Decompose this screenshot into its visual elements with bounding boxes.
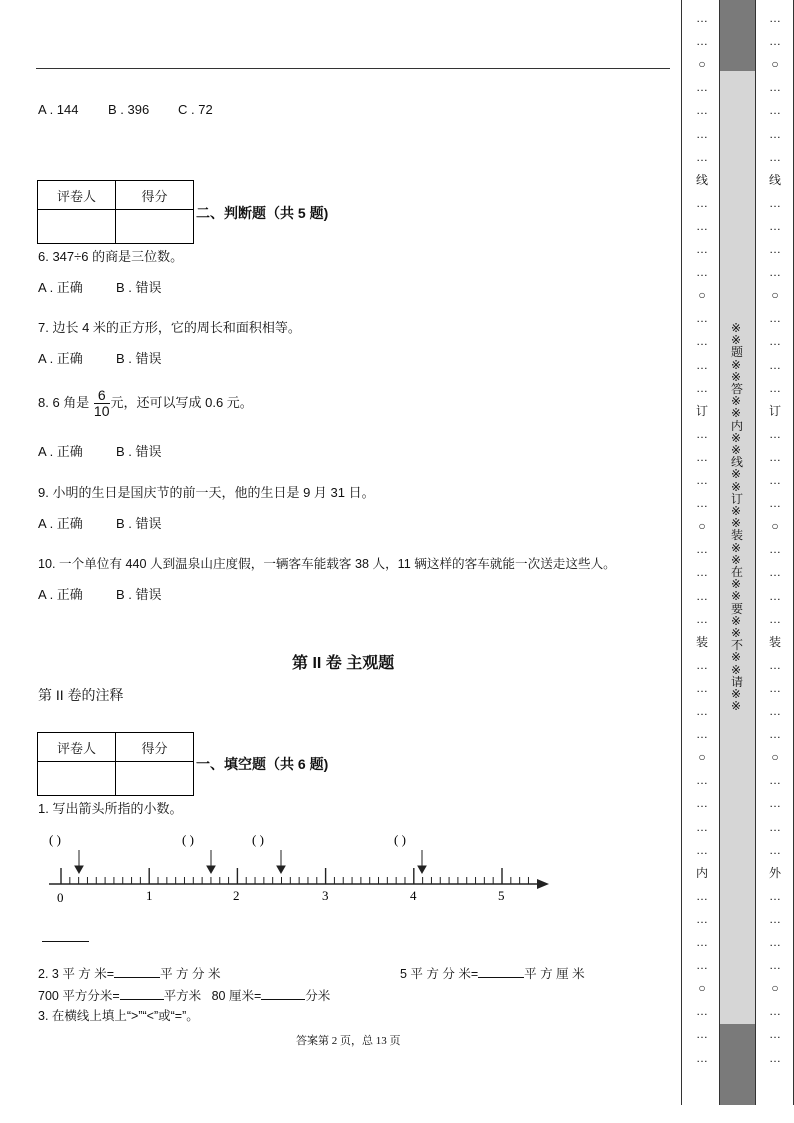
arrows — [75, 850, 426, 873]
question-7: 7. 边长 4 米的正方形，它的周长和面积相等。 — [38, 320, 301, 335]
option-false[interactable]: B . 错误 — [116, 587, 162, 602]
section-title: 一、填空题（共 6 题) — [196, 756, 329, 772]
arrow-head-4 — [418, 866, 426, 873]
circle-marker: ○ — [771, 57, 779, 72]
bracket-4: ( ) — [394, 832, 406, 847]
dots-separator: … — [769, 34, 781, 49]
dots-separator: … — [696, 242, 708, 256]
question-9: 9. 小明的生日是国庆节的前一天，他的生日是 9 月 31 日。 — [38, 485, 375, 500]
grader-cell[interactable] — [38, 210, 116, 244]
question-6: 6. 347÷6 的商是三位数。 — [38, 249, 184, 264]
dots-separator: … — [696, 103, 708, 118]
dots-separator: … — [696, 357, 708, 372]
dots-separator: … — [769, 680, 781, 695]
dots-separator: … — [696, 588, 708, 603]
dots-separator: … — [769, 126, 781, 141]
binding-label: 线 — [768, 172, 781, 187]
q2-part-g: 80 厘米= — [211, 989, 262, 1003]
dots-separator: … — [696, 426, 708, 441]
binding-label: 装 — [768, 634, 781, 649]
bracket-3: ( ) — [252, 832, 264, 847]
dots-separator: … — [696, 565, 708, 580]
score-box — [37, 180, 194, 244]
dots-separator: … — [696, 958, 708, 973]
axis-arrow-head — [537, 879, 549, 889]
dots-separator: … — [696, 611, 708, 626]
bracket-2: ( ) — [182, 832, 194, 847]
dots-separator: … — [696, 796, 708, 811]
binding-label: 订 — [695, 403, 708, 418]
option-true[interactable]: A . 正确 — [38, 351, 83, 366]
number-line-figure — [44, 828, 554, 908]
circle-marker: ○ — [698, 57, 706, 72]
dots-separator: … — [769, 195, 781, 210]
dots-separator: … — [696, 11, 708, 25]
fraction-numerator: 6 — [97, 387, 106, 403]
circle-marker: ○ — [771, 750, 779, 765]
dots-separator: … — [769, 473, 781, 487]
circle-marker: ○ — [771, 519, 779, 534]
q2-part-e: 700 平方分米= — [38, 989, 120, 1003]
dots-separator: … — [769, 565, 781, 580]
bracket-1: ( ) — [49, 832, 61, 847]
option-true[interactable]: A . 正确 — [38, 444, 83, 459]
grader-cell[interactable] — [38, 762, 116, 796]
dots-separator: … — [769, 80, 781, 95]
dots-separator: … — [769, 773, 781, 788]
score-label: 得分 — [116, 181, 194, 210]
dots-separator: … — [769, 911, 781, 926]
circle-marker: ○ — [698, 981, 706, 996]
answer-blank[interactable] — [478, 977, 524, 978]
dots-separator: … — [769, 311, 781, 326]
dots-separator: … — [769, 796, 781, 811]
dots-separator: … — [769, 1027, 781, 1042]
dots-separator: … — [769, 496, 781, 511]
q2-part-d: 平 方 厘 米 — [524, 967, 585, 981]
score-cell[interactable] — [116, 210, 194, 244]
dots-separator: … — [769, 935, 781, 949]
dots-separator: … — [769, 218, 781, 233]
binding-label: 装 — [695, 634, 708, 649]
arrow-head-3 — [277, 866, 285, 873]
dots-separator: … — [696, 334, 708, 349]
dots-separator: … — [696, 1050, 708, 1065]
q2-part-f: 平方米 — [163, 989, 202, 1003]
score-cell[interactable] — [116, 762, 194, 796]
answer-blank[interactable] — [120, 999, 164, 1000]
answer-brackets — [49, 832, 406, 847]
binding-label: 线 — [695, 172, 708, 187]
dots-separator: … — [769, 357, 781, 372]
q6-options — [38, 277, 162, 296]
dots-separator: … — [769, 426, 781, 441]
dots-separator: … — [696, 842, 708, 857]
q2-part-h: 分米 — [305, 989, 331, 1003]
dots-separator: … — [696, 80, 708, 95]
page-footer: 答案第 2 页，总 13 页 — [296, 1035, 401, 1047]
option-true[interactable]: A . 正确 — [38, 587, 83, 602]
answer-blank[interactable] — [42, 941, 89, 942]
grader-label: 评卷人 — [38, 181, 116, 210]
fill-question-3: 3. 在横线上填上“>”“<”或“=”。 — [38, 1009, 199, 1023]
dots-separator: … — [696, 380, 708, 395]
dots-separator: … — [696, 819, 708, 834]
dots-separator: … — [696, 680, 708, 695]
question-8 — [38, 388, 253, 419]
axis-label-5: 5 — [498, 888, 505, 903]
option-c[interactable]: C . 72 — [178, 102, 213, 117]
dots-separator: … — [696, 542, 708, 557]
q9-options — [38, 513, 162, 532]
dots-separator: … — [769, 149, 781, 164]
dots-separator: … — [696, 195, 708, 210]
dots-separator: … — [769, 842, 781, 857]
q8-text-pre: 8. 6 角是 — [38, 394, 93, 410]
dots-separator: … — [769, 588, 781, 603]
q5-options — [38, 102, 213, 117]
dots-separator: … — [696, 935, 708, 949]
axis-label-1: 1 — [146, 888, 153, 903]
dots-separator: … — [769, 11, 781, 25]
dots-separator: … — [696, 473, 708, 487]
binding-label: 内 — [695, 865, 708, 880]
binding-label: 外 — [768, 865, 781, 880]
answer-blank[interactable] — [114, 977, 160, 978]
dots-separator: … — [769, 611, 781, 626]
q10-options — [38, 584, 162, 603]
dots-separator: … — [696, 888, 708, 903]
arrow-head-2 — [207, 866, 215, 873]
dots-separator: … — [769, 1050, 781, 1065]
header-rule — [36, 68, 670, 69]
dots-separator: … — [696, 727, 708, 742]
dots-separator: … — [696, 773, 708, 788]
fraction — [94, 388, 110, 419]
dots-separator: … — [696, 704, 708, 718]
arrow-head-1 — [75, 866, 83, 873]
dots-separator: … — [696, 911, 708, 926]
q2-part-a: 2. 3 平 方 米= — [38, 967, 115, 981]
axis-label-3: 3 — [322, 888, 329, 903]
binding-strip-bottom-dark — [720, 1024, 755, 1105]
option-true[interactable]: A . 正确 — [38, 516, 83, 531]
dots-separator: … — [769, 242, 781, 256]
fraction-denominator: 10 — [93, 403, 110, 419]
section-title: 二、判断题（共 5 题) — [196, 205, 329, 221]
option-false[interactable]: B . 错误 — [116, 280, 162, 295]
binding-strip-top-dark — [720, 0, 755, 71]
dots-separator: … — [696, 657, 708, 672]
option-b[interactable]: B . 396 — [108, 102, 150, 117]
q2-part-b: 平 方 分 米 — [160, 967, 221, 981]
q2-part-c: 5 平 方 分 米= — [400, 967, 479, 981]
dots-separator: … — [696, 265, 708, 280]
dots-separator: … — [696, 218, 708, 233]
circle-marker: ○ — [698, 750, 706, 765]
dots-separator: … — [696, 311, 708, 326]
fill-question-2-line-1 — [38, 964, 221, 982]
fill-question-1: 1. 写出箭头所指的小数。 — [38, 801, 183, 816]
binding-label: 订 — [768, 403, 781, 418]
dots-separator: … — [696, 449, 708, 464]
dots-separator: … — [769, 727, 781, 742]
dots-separator: … — [696, 149, 708, 164]
option-false[interactable]: B . 错误 — [116, 516, 162, 531]
option-a[interactable]: A . 144 — [38, 102, 79, 117]
option-false[interactable]: B . 错误 — [116, 351, 162, 366]
dots-separator: … — [769, 958, 781, 973]
binding-strip — [719, 0, 756, 1105]
dots-separator: … — [769, 888, 781, 903]
dots-separator: … — [696, 34, 708, 49]
part-title: 第 II 卷 主观题 — [292, 655, 395, 672]
axis-label-0: 0 — [57, 890, 64, 905]
dots-separator: … — [696, 1027, 708, 1042]
score-label: 得分 — [116, 733, 194, 762]
axis-label-4: 4 — [410, 888, 417, 903]
dots-separator: … — [769, 704, 781, 718]
q8-options — [38, 441, 162, 460]
option-true[interactable]: A . 正确 — [38, 280, 83, 295]
fill-question-2-line-2 — [38, 986, 330, 1004]
dots-separator: … — [696, 126, 708, 141]
ticks — [61, 868, 528, 884]
circle-marker: ○ — [698, 288, 706, 303]
dots-separator: … — [769, 380, 781, 395]
score-box — [37, 732, 194, 796]
dots-separator: … — [769, 103, 781, 118]
answer-blank[interactable] — [261, 999, 305, 1000]
dots-separator: … — [769, 1004, 781, 1019]
axis-label-2: 2 — [233, 888, 240, 903]
fill-question-2-line-1b — [400, 964, 585, 982]
part-note: 第 II 卷的注释 — [38, 687, 124, 703]
dots-separator: … — [769, 334, 781, 349]
axis-labels — [57, 888, 505, 905]
circle-marker: ○ — [771, 981, 779, 996]
dots-separator: … — [769, 449, 781, 464]
dots-separator: … — [769, 542, 781, 557]
binding-warning: ※※题※※答※※内※※线※※订※※装※※在※※要※※不※※请※※ — [731, 321, 744, 714]
q8-text-post: 元，还可以写成 0.6 元。 — [110, 394, 253, 410]
circle-marker: ○ — [771, 288, 779, 303]
dots-separator: … — [696, 496, 708, 511]
dots-separator: … — [696, 1004, 708, 1019]
dots-separator: … — [769, 657, 781, 672]
question-10: 10. 一个单位有 440 人到温泉山庄度假，一辆客车能载客 38 人，11 辆这样的客车就能一次送走这些人。 — [38, 557, 616, 571]
option-false[interactable]: B . 错误 — [116, 444, 162, 459]
dots-separator: … — [769, 265, 781, 280]
dots-separator: … — [769, 819, 781, 834]
circle-marker: ○ — [698, 519, 706, 534]
q7-options — [38, 348, 162, 367]
binding-margin-border-left — [681, 0, 682, 1105]
grader-label: 评卷人 — [38, 733, 116, 762]
